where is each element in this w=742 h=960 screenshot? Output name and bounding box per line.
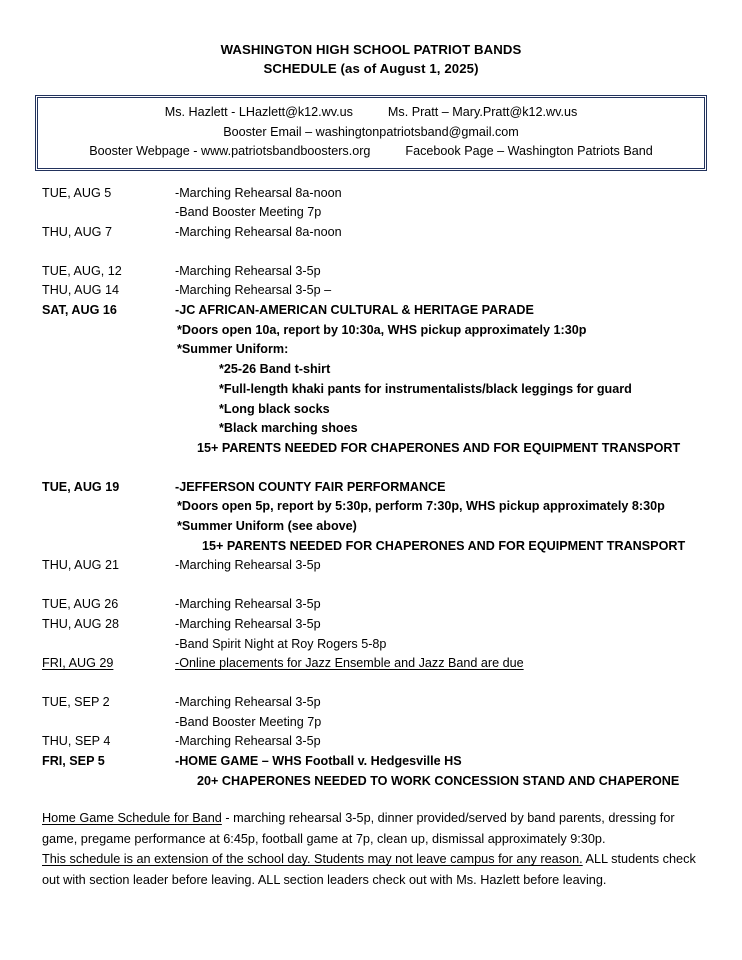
schedule-row-text-value: 15+ PARENTS NEEDED FOR CHAPERONES AND FOR EQUIPMENT TRANSPORT <box>202 538 686 553</box>
footer-home-game-label: Home Game Schedule for Band <box>42 811 222 826</box>
schedule-row-text-value: -Marching Rehearsal 3-5p <box>175 263 321 278</box>
schedule-row-date: THU, AUG 7 <box>42 224 112 239</box>
footer-home-game-text: - marching rehearsal 3-5p, dinner provided/served by band parents, dressing for game, pregame performance at 6:45p, football game at 7p, clean up, dismissal approximately 9:30p. <box>42 811 675 846</box>
schedule-row-text-value: *Summer Uniform (see above) <box>177 519 357 534</box>
schedule-row-text <box>175 281 707 301</box>
schedule-row <box>42 419 707 439</box>
schedule-row <box>42 556 707 576</box>
schedule-row-date: FRI, AUG 29 <box>42 656 114 671</box>
schedule-row-text-value: *25-26 Band t-shirt <box>219 362 331 377</box>
schedule-row-date: SAT, AUG 16 <box>42 303 117 318</box>
contact-line-teachers: Ms. Hazlett - LHazlett@k12.wv.us Ms. Pratt – Mary.Pratt@k12.wv.us <box>164 105 578 119</box>
schedule-row-text <box>175 223 707 243</box>
footer-paragraph-policy <box>42 849 712 890</box>
schedule-row-text <box>175 615 707 635</box>
schedule-row-text <box>175 439 707 459</box>
schedule-row <box>42 340 707 360</box>
schedule-row-text-value: -JC AFRICAN-AMERICAN CULTURAL & HERITAGE PARADE <box>175 303 534 318</box>
schedule-row-text <box>175 340 707 360</box>
schedule-row <box>42 360 707 380</box>
schedule-row-text-value: -Marching Rehearsal 3-5p <box>175 694 321 709</box>
schedule-row-text <box>175 556 707 576</box>
schedule-row-text-value: -Marching Rehearsal 3-5p <box>175 734 321 749</box>
schedule-spacer <box>42 459 707 478</box>
contact-info-box <box>35 95 707 171</box>
schedule-row-text-value: *Doors open 10a, report by 10:30a, WHS pickup approximately 1:30p <box>177 322 587 337</box>
schedule-spacer <box>42 576 707 595</box>
schedule-row-date: TUE, AUG 19 <box>42 479 120 494</box>
schedule-row <box>42 301 707 321</box>
schedule-row-text <box>175 635 707 655</box>
schedule-row-text-value: 15+ PARENTS NEEDED FOR CHAPERONES AND FOR EQUIPMENT TRANSPORT <box>197 440 681 455</box>
schedule-row-text <box>175 301 707 321</box>
schedule-row <box>42 752 707 772</box>
schedule-row <box>42 772 707 792</box>
schedule-row <box>42 400 707 420</box>
page-title-line-2: SCHEDULE (as of August 1, 2025) <box>263 61 479 76</box>
schedule-row-text <box>175 517 707 537</box>
schedule-row <box>42 713 707 733</box>
schedule-row-text-value: *Summer Uniform: <box>177 342 289 357</box>
schedule-row <box>42 262 707 282</box>
schedule-row <box>42 478 707 498</box>
schedule-row-date: TUE, SEP 2 <box>42 694 110 709</box>
schedule-row-text <box>175 419 707 439</box>
schedule-row <box>42 693 707 713</box>
schedule-row-text <box>175 752 707 772</box>
schedule-row-text <box>175 772 707 792</box>
schedule-row-date: TUE, AUG 5 <box>42 185 112 200</box>
schedule-row-text-value: -Marching Rehearsal 3-5p <box>175 558 321 573</box>
schedule-row-date: THU, SEP 4 <box>42 734 111 749</box>
schedule-row <box>42 517 707 537</box>
schedule-row-text <box>175 360 707 380</box>
schedule-row <box>42 654 707 674</box>
schedule-row-text-value: -Marching Rehearsal 8a-noon <box>175 224 342 239</box>
schedule-row-date: THU, AUG 28 <box>42 616 119 631</box>
schedule-row <box>42 595 707 615</box>
schedule-row-text-value: -Online placements for Jazz Ensemble and Jazz Band are due <box>175 656 524 671</box>
schedule-row-text-value: -JEFFERSON COUNTY FAIR PERFORMANCE <box>175 479 446 494</box>
schedule-row-text-value: *Doors open 5p, report by 5:30p, perform 7:30p, WHS pickup approximately 8:30p <box>177 499 665 514</box>
schedule-row-text-value: -Band Spirit Night at Roy Rogers 5-8p <box>175 636 387 651</box>
schedule-row-text-value: 20+ CHAPERONES NEEDED TO WORK CONCESSION STAND AND CHAPERONE <box>197 773 680 788</box>
schedule-row <box>42 281 707 301</box>
schedule-row-text-value: -Marching Rehearsal 8a-noon <box>175 185 342 200</box>
schedule-row <box>42 223 707 243</box>
schedule-row-text-value: *Long black socks <box>219 401 330 416</box>
schedule-row-text <box>175 262 707 282</box>
schedule-row-date: THU, AUG 14 <box>42 283 119 298</box>
contact-line-webpage-facebook: Booster Webpage - www.patriotsbandboosters.org Facebook Page – Washington Patriots Band <box>89 144 653 158</box>
footer-notes <box>42 808 712 890</box>
schedule-row-text <box>175 732 707 752</box>
schedule-row-text-value: -Marching Rehearsal 3-5p <box>175 597 321 612</box>
schedule-row-text <box>175 713 707 733</box>
schedule-row-text <box>175 595 707 615</box>
schedule-row <box>42 635 707 655</box>
document-title-block <box>0 0 742 78</box>
schedule-list <box>0 184 742 792</box>
schedule-row-text <box>175 400 707 420</box>
schedule-row-date: TUE, AUG 26 <box>42 597 119 612</box>
schedule-row-text-value: *Black marching shoes <box>219 421 358 436</box>
schedule-row-text-value: -Band Booster Meeting 7p <box>175 714 322 729</box>
schedule-row <box>42 184 707 204</box>
schedule-row-text-value: -Marching Rehearsal 3-5p <box>175 616 321 631</box>
footer-paragraph-home-game <box>42 808 712 849</box>
schedule-row-text-value: *Full-length khaki pants for instrumentalists/black leggings for guard <box>219 381 632 396</box>
schedule-spacer <box>42 243 707 262</box>
schedule-row <box>42 321 707 341</box>
schedule-row-text <box>175 497 707 517</box>
schedule-row-text <box>175 537 707 557</box>
page-title-line-1: WASHINGTON HIGH SCHOOL PATRIOT BANDS <box>220 42 522 57</box>
schedule-row <box>42 732 707 752</box>
schedule-row-text <box>175 184 707 204</box>
schedule-row-date: TUE, AUG, 12 <box>42 263 122 278</box>
schedule-row-text-value: -Marching Rehearsal 3-5p – <box>175 283 332 298</box>
contact-line-booster-email: Booster Email – washingtonpatriotsband@gmail.com <box>223 124 519 139</box>
schedule-row-text <box>175 321 707 341</box>
schedule-row-text-value: -HOME GAME – WHS Football v. Hedgesville HS <box>175 754 462 769</box>
schedule-spacer <box>42 674 707 693</box>
schedule-row-text <box>175 380 707 400</box>
schedule-row <box>42 380 707 400</box>
schedule-row <box>42 439 707 459</box>
schedule-row-text-value: -Band Booster Meeting 7p <box>175 205 322 220</box>
footer-policy-label: This schedule is an extension of the school day. Students may not leave campus for any reason. <box>42 852 583 867</box>
schedule-row-date: FRI, SEP 5 <box>42 754 105 769</box>
schedule-row <box>42 203 707 223</box>
schedule-row <box>42 497 707 517</box>
schedule-row <box>42 615 707 635</box>
schedule-row-text <box>175 693 707 713</box>
footer-policy-text: ALL students check out with section leader before leaving. ALL section leaders check out with Ms. Hazlett before leaving. <box>42 852 696 887</box>
schedule-row-text <box>175 203 707 223</box>
schedule-row-text <box>175 478 707 498</box>
schedule-row-date: THU, AUG 21 <box>42 558 119 573</box>
schedule-row <box>42 537 707 557</box>
schedule-row-text <box>175 654 707 674</box>
